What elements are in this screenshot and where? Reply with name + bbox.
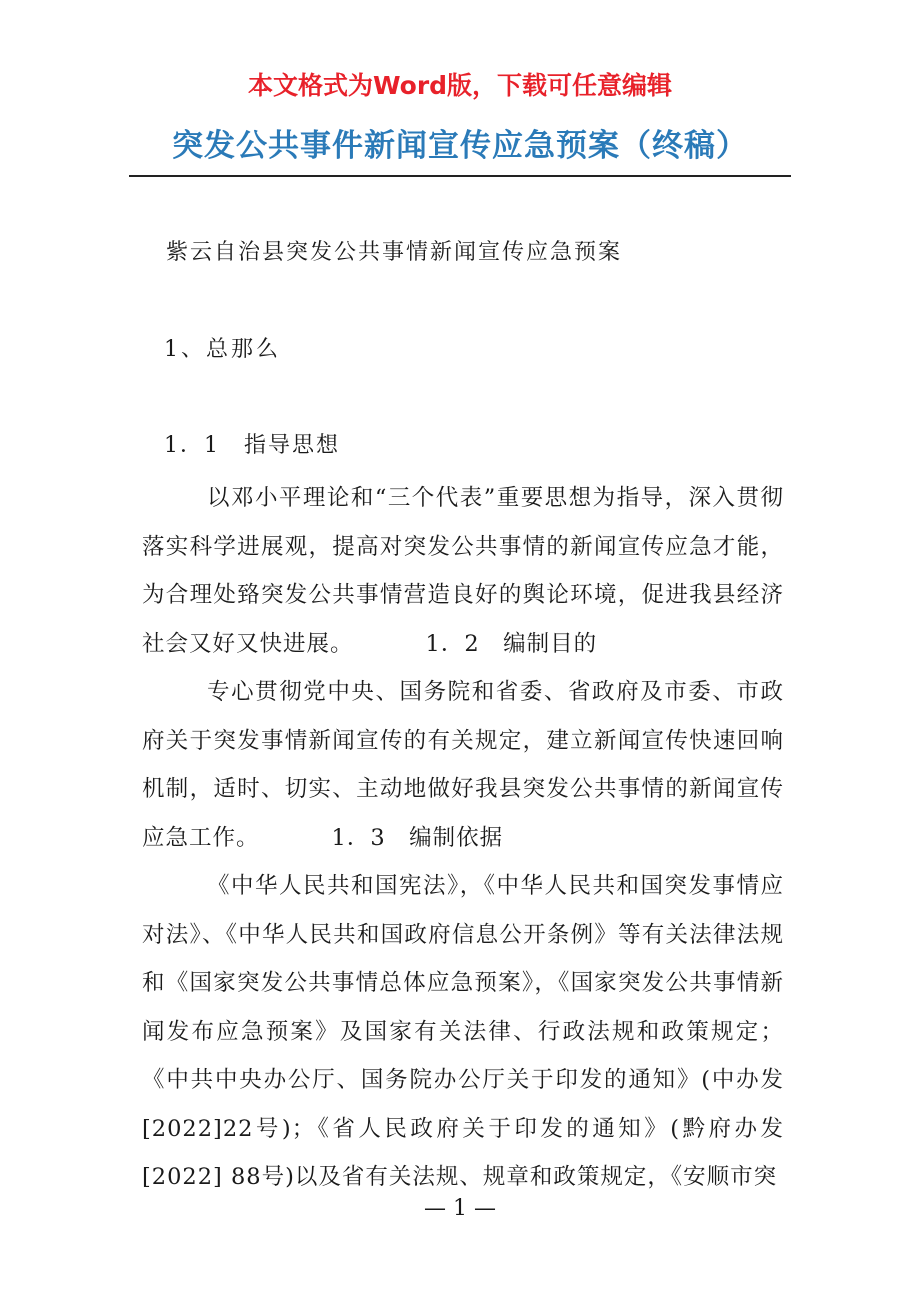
section-heading-purpose: 1．2 编制目的 bbox=[425, 630, 598, 657]
paragraph-text: 以邓小平理论和“三个代表”重要思想为指导，深入贯彻落实科学进展观，提高对突发公共事情的新闻宣传应急才能，为合理处臵突发公共事情营造良好的舆论环境，促进我县经济社会又好又快进展。 bbox=[142, 485, 784, 657]
document-heading: 紫云自治县突发公共事情新闻宣传应急预案 bbox=[166, 240, 623, 265]
paragraph-guiding-ideology bbox=[142, 474, 784, 668]
paragraph-basis: 《中华人民共和国宪法》，《中华人民共和国突发事情应对法》、《中华人民共和国政府信息公开条例》等有关法律法规和《国家突发公共事情总体应急预案》，《国家突发公共事情新闻发布应急预案》及国家有关法律、行政法规和政策规定；《中共中央办公厅、国务院办公厅关于印发的通知》(中办发[2022]22号)；《省人民政府关于印发的通知》(黔府办发[2022] 88号)以及省有关法规、规章和政策规定，《安顺市突 bbox=[142, 873, 784, 1190]
section-heading-basis: 1．3 编制依据 bbox=[331, 824, 504, 851]
page-title: 突发公共事件新闻宣传应急预案（终稿） bbox=[172, 128, 748, 164]
paragraph-text: 专心贯彻党中央、国务院和省委、省政府及市委、市政府关于突发事情新闻宣传的有关规定，建立新闻宣传快速回响机制，适时、切实、主动地做好我县突发公共事情的新闻宣传应急工作。 bbox=[142, 679, 784, 851]
title-divider bbox=[129, 175, 791, 177]
paragraph-purpose bbox=[142, 668, 784, 862]
page-number: — 1 — bbox=[424, 1196, 496, 1221]
section-heading-general: 1、总那么 bbox=[164, 337, 281, 362]
download-notice: 本文格式为Word版，下载可任意编辑 bbox=[247, 71, 673, 100]
section-heading-guiding-ideology: 1．1 指导思想 bbox=[164, 433, 340, 458]
